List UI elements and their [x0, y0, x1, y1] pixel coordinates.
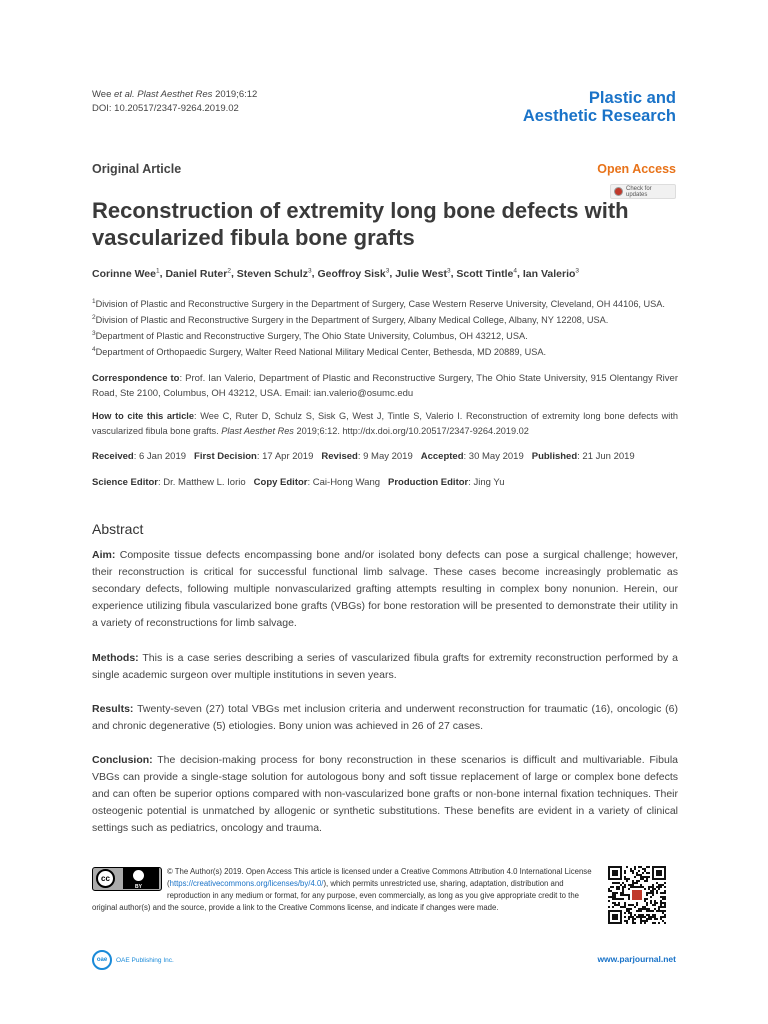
date-item-label: Received: [92, 451, 134, 462]
date-item-label: Accepted: [420, 451, 464, 462]
publisher-name: OAE Publishing Inc.: [116, 956, 174, 964]
affiliation-number: 3: [92, 330, 96, 338]
cite-journal: Plast Aesthet Res: [137, 89, 213, 100]
affiliation-item: [92, 343, 678, 359]
author-affiliation-marker: 4: [513, 267, 518, 274]
author-name: Geoffroy Sisk$^3$: [317, 267, 390, 280]
cite-volume: 2019;6:12: [215, 89, 258, 100]
editor-item: [388, 477, 505, 488]
date-item: [92, 451, 186, 462]
author-name: Julie West$^3$: [395, 267, 451, 280]
conclusion-text: The decision-making process for bony reconstruction in these scenarios is difficult and multivariable. Fibula VBGs can provide a single-stage solution for autologous bony and soft tissue replacement of large or complex bone defects and can often be superior options compared with non-vascularized bone grafts or non-bone internal fixation techniques. Their osteogenic potential is unmatched by allogenic or synthetic substitutions. These benefits are evident in a variety of clinical settings such as pediatrics, oncology and trauma.: [92, 754, 678, 834]
affiliation-number: 4: [92, 346, 96, 354]
date-item-label: Published: [531, 451, 578, 462]
date-item-label: First Decision: [194, 451, 257, 462]
how-to-cite-doi-link[interactable]: 2019;6:12. http://dx.doi.org/10.20517/2347-9264.2019.02: [296, 426, 529, 436]
editor-item-value: : Dr. Matthew L. Iorio: [158, 477, 246, 488]
affiliation-item: [92, 327, 678, 343]
methods-label: Methods:: [92, 652, 139, 664]
article-type: Original Article: [92, 162, 182, 176]
affiliation-item: [92, 311, 678, 327]
abstract-aim: [92, 547, 678, 632]
date-item-label: Revised: [321, 451, 358, 462]
correspondence-label: Correspondence to: [92, 373, 180, 384]
journal-name-line1: Plastic and: [588, 89, 676, 107]
cite-authors: Wee: [92, 89, 112, 100]
abstract-results: [92, 701, 678, 735]
license-text-start: © The Author(s) 2019. Open Access This article is licensed under a Creative Commons Attribution 4.0 International License (: [167, 867, 592, 888]
editor-item: [92, 477, 246, 488]
author-affiliation-marker: 3: [385, 267, 390, 274]
license-notice: [92, 866, 598, 914]
how-to-cite-text: : Wee C, Ruter D, Schulz S, Sisk G, West J, Tintle S, Valerio I. Reconstruction of extremity long bone defects with vascularized fibula bone grafts.: [92, 411, 678, 436]
date-item: [532, 451, 635, 462]
how-to-cite-label: How to cite this article: [92, 411, 194, 421]
author-name: Scott Tintle$^4$: [456, 267, 518, 280]
journal-url-link[interactable]: www.parjournal.net: [597, 954, 676, 964]
author-affiliation-marker: 3: [307, 267, 312, 274]
affiliations: [92, 295, 678, 359]
editor-item-value: : Jing Yu: [468, 477, 505, 488]
cc-by-badge[interactable]: [92, 867, 162, 891]
affiliation-number: 2: [92, 314, 96, 322]
article-dates: [92, 451, 643, 462]
author-affiliation-marker: 3: [575, 267, 580, 274]
journal-name: [523, 89, 676, 125]
abstract-methods: [92, 650, 678, 684]
editor-item-label: Copy Editor: [253, 477, 308, 488]
cite-etal: et al.: [114, 89, 135, 100]
affiliation-text: Division of Plastic and Reconstructive Surgery in the Department of Surgery, Case Western Reserve University, Cleveland, OH 44106, USA.: [95, 299, 665, 310]
date-item: [421, 451, 524, 462]
methods-text: This is a case series describing a series of vascularized fibula grafts for extremity reconstruction performed by a single academic surgeon over multiple institutions in seven years.: [92, 652, 678, 681]
aim-label: Aim:: [92, 549, 116, 561]
qr-code-icon: [608, 866, 666, 924]
date-item-value: : 6 Jan 2019: [133, 451, 187, 462]
date-item-value: : 9 May 2019: [357, 451, 413, 462]
author-name: Daniel Ruter$^2$: [165, 267, 231, 280]
date-item-value: : 17 Apr 2019: [256, 451, 314, 462]
author-affiliation-marker: 2: [227, 267, 231, 274]
affiliation-text: Department of Orthopaedic Surgery, Walter Reed National Military Medical Center, Bethesda, MD 20889, USA.: [95, 347, 547, 358]
license-link[interactable]: https://creativecommons.org/licenses/by/4.0/: [169, 879, 324, 888]
how-to-cite-journal: Plast Aesthet Res: [221, 426, 294, 436]
author-name: Ian Valerio$^3$: [522, 267, 580, 280]
publisher-logo[interactable]: [92, 950, 174, 970]
author-list: Corinne Wee$^1$, Daniel Ruter$^2$, Steven Schulz$^3$, Geoffroy Sisk$^3$, Julie West$^3$, Scott Tintle$^4$, Ian Valerio$^3$: [92, 267, 580, 280]
open-access-label: Open Access: [597, 162, 676, 176]
abstract-heading: Abstract: [92, 521, 144, 537]
date-item-value: : 21 Jun 2019: [577, 451, 635, 462]
attribution-person-icon: [133, 870, 144, 881]
aim-text: Composite tissue defects encompassing bone and/or isolated bony defects can pose a surgical challenge; however, their reconstruction is critical for successful functional limb salvage. These cases become increasingly problematic as secondary defects, following multiple nonvascularized grafting attempts resulting in complex bony nonunion. Herein, our experience utilizing fibula vascularized bone grafts (VBGs) for bone restoration will be presented to demonstrate their utility in a variety of reconstructions for limb salvage.: [92, 549, 679, 629]
how-to-cite: [92, 409, 678, 439]
affiliation-item: [92, 295, 678, 311]
abstract-conclusion: [92, 752, 678, 837]
correspondence: [92, 371, 678, 401]
doi: DOI: 10.20517/2347-9264.2019.02: [92, 103, 239, 114]
results-text: Twenty-seven (27) total VBGs met inclusion criteria and underwent reconstruction for traumatic (16), oncologic (6) and chronic degenerative (5) etiologies. Bony union was achieved in 26 of 27 cases.: [92, 703, 678, 732]
check-updates-label: Check for updates: [626, 185, 652, 198]
conclusion-label: Conclusion:: [92, 754, 153, 766]
license-text-end: ), which permits unrestricted use, sharing, adaptation, distribution and reproduction in any medium or format, for any purpose, even commercially, as long as you give appropriate credit to the original author(s) and the source, provide a link to the Creative Commons license, and indicate if changes were made.: [92, 879, 579, 912]
affiliation-text: Department of Plastic and Reconstructive Surgery, The Ohio State University, Columbus, OH 43212, USA.: [95, 331, 528, 342]
citation-header: [92, 88, 257, 116]
article-editors: [92, 477, 513, 488]
editor-item-label: Science Editor: [92, 477, 158, 488]
author-name: Steven Schulz$^3$: [236, 267, 312, 280]
author-name: Corinne Wee$^1$: [92, 267, 160, 280]
date-item-value: : 30 May 2019: [463, 451, 524, 462]
affiliation-number: 1: [92, 298, 96, 305]
check-updates-icon: [614, 187, 623, 196]
correspondence-text: : Prof. Ian Valerio, Department of Plastic and Reconstructive Surgery, The Ohio State University, 915 Olentangy River Road, Ste 2100, Columbus, OH 43212, USA. Email: ian.valerio@osumc.edu: [92, 373, 678, 399]
results-label: Results:: [92, 703, 134, 715]
affiliation-text: Division of Plastic and Reconstructive Surgery in the Department of Surgery, Albany Medical College, Albany, NY 12208, USA.: [95, 315, 609, 326]
author-affiliation-marker: 1: [155, 267, 160, 274]
journal-name-line2: Aesthetic Research: [522, 107, 676, 125]
cc-icon: cc: [96, 869, 115, 888]
by-label: BY: [135, 884, 142, 890]
author-affiliation-marker: 3: [446, 267, 451, 274]
editor-item: [254, 477, 380, 488]
editor-item-label: Production Editor: [388, 477, 469, 488]
date-item: [321, 451, 412, 462]
article-title: Reconstruction of extremity long bone defects with vascularized fibula bone grafts: [92, 198, 629, 250]
editor-item-value: : Cai-Hong Wang: [307, 477, 381, 488]
oae-logo-icon: oae: [92, 950, 112, 970]
date-item: [194, 451, 313, 462]
